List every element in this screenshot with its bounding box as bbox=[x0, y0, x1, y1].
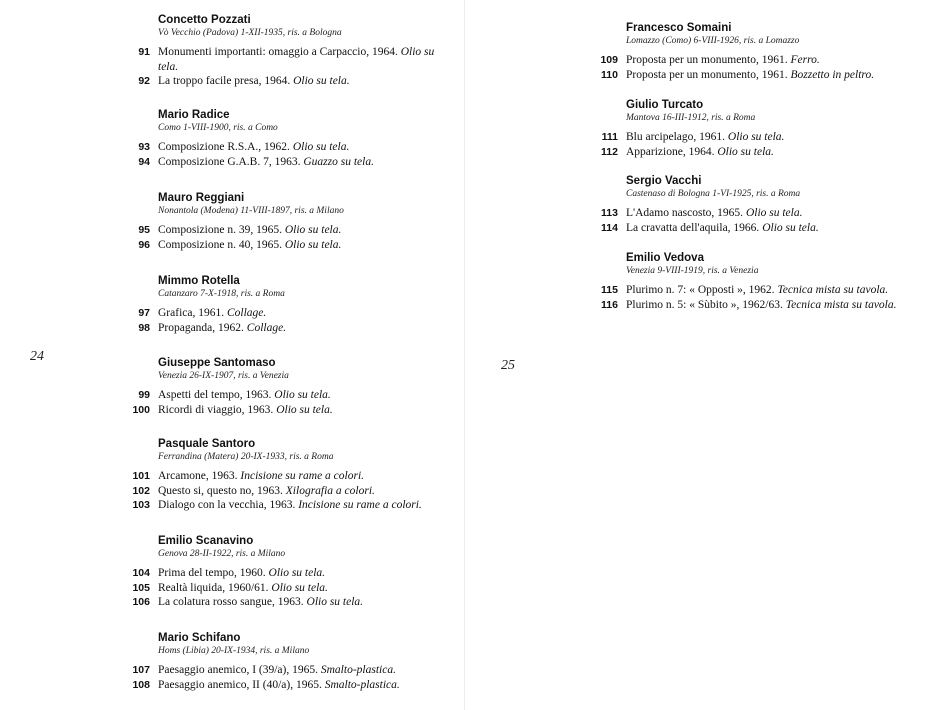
work-item bbox=[138, 306, 488, 321]
artist-info: Nonantola (Modena) 11-VIII-1897, ris. a Milano bbox=[158, 206, 344, 216]
artist-entry bbox=[132, 438, 488, 513]
work-title: Ricordi di viaggio, 1963. bbox=[158, 403, 274, 416]
artist-info: Como 1-VIII-1900, ris. a Como bbox=[158, 123, 278, 133]
work-item bbox=[601, 283, 926, 298]
artist-entry bbox=[138, 275, 488, 335]
work-medium: Incisione su rame a colori. bbox=[298, 499, 422, 511]
work-title: La cravatta dell'aquila, 1966. bbox=[626, 221, 760, 234]
artist-name: Emilio Scanavino bbox=[158, 535, 254, 547]
work-number: 116 bbox=[601, 298, 618, 311]
artist-entry bbox=[601, 175, 930, 235]
work-item bbox=[132, 469, 488, 484]
work-item bbox=[138, 140, 488, 155]
work-title: Composizione n. 39, 1965. bbox=[158, 224, 282, 236]
work-item bbox=[601, 145, 930, 160]
work-medium: Tecnica mista su tavola. bbox=[785, 298, 897, 311]
work-number: 108 bbox=[132, 678, 150, 691]
work-medium: Olio su tela. bbox=[293, 75, 350, 87]
work-number: 109 bbox=[600, 54, 618, 66]
work-title: Blu arcipelago, 1961. bbox=[626, 131, 726, 143]
work-item bbox=[132, 566, 488, 581]
work-number: 94 bbox=[138, 155, 150, 168]
artist-info: Ferrandina (Matera) 20-IX-1933, ris. a Roma bbox=[158, 452, 334, 462]
work-number: 92 bbox=[138, 75, 150, 87]
work-item bbox=[132, 581, 488, 596]
work-item bbox=[132, 678, 488, 693]
artist-info: Vò Vecchio (Padova) 1-XII-1935, ris. a Bologna bbox=[158, 28, 342, 38]
work-title: Composizione R.S.A., 1962. bbox=[158, 141, 290, 153]
work-item bbox=[601, 298, 926, 313]
work-medium: Olio su tela. bbox=[276, 403, 333, 416]
work-item bbox=[601, 221, 930, 236]
artist-entry bbox=[600, 22, 930, 82]
page-number-left: 24 bbox=[30, 349, 44, 364]
work-title: Paesaggio anemico, I (39/a), 1965. bbox=[158, 664, 318, 676]
artist-info: Mantova 16-III-1912, ris. a Roma bbox=[626, 113, 756, 123]
work-medium: Olio su tela. bbox=[762, 221, 819, 234]
work-title: Paesaggio anemico, II (40/a), 1965. bbox=[158, 678, 322, 691]
work-medium: Tecnica mista su tavola. bbox=[777, 284, 889, 296]
work-number: 107 bbox=[132, 664, 150, 676]
artist-name: Giuseppe Santomaso bbox=[158, 357, 276, 369]
work-medium: Olio su tela. bbox=[284, 224, 342, 236]
work-medium: Olio su tela. bbox=[727, 131, 785, 143]
work-number: 100 bbox=[132, 403, 150, 416]
work-title: La colatura rosso sangue, 1963. bbox=[158, 596, 304, 608]
work-title: Composizione n. 40, 1965. bbox=[158, 238, 282, 251]
work-title: Monumenti importanti: omaggio a Carpaccio, 1964. bbox=[158, 46, 398, 58]
work-medium: Collage. bbox=[226, 307, 267, 319]
work-title: Plurimo n. 5: « Sùbito », 1962/63. bbox=[626, 298, 783, 311]
artist-info: Castenaso di Bologna 1-VI-1925, ris. a Roma bbox=[626, 189, 801, 199]
work-medium: Guazzo su tela. bbox=[303, 155, 374, 168]
work-medium: Olio su tela. bbox=[274, 389, 331, 401]
work-item bbox=[132, 403, 488, 418]
work-item bbox=[132, 595, 488, 610]
work-number: 106 bbox=[132, 596, 150, 608]
work-item bbox=[601, 68, 930, 83]
artist-info: Catanzaro 7-X-1918, ris. a Roma bbox=[158, 289, 285, 299]
work-number: 115 bbox=[601, 284, 618, 296]
work-item bbox=[138, 388, 488, 403]
work-title: Arcamone, 1963. bbox=[158, 470, 238, 482]
work-number: 111 bbox=[601, 131, 618, 143]
work-item bbox=[600, 53, 930, 68]
work-medium: Xilografia a colori. bbox=[285, 484, 375, 497]
artist-entry bbox=[132, 535, 488, 610]
artist-name: Concetto Pozzati bbox=[158, 14, 251, 26]
work-item bbox=[138, 223, 488, 238]
work-number: 101 bbox=[132, 470, 150, 482]
work-item bbox=[601, 206, 930, 221]
artist-info: Venezia 9-VIII-1919, ris. a Venezia bbox=[626, 266, 759, 276]
work-number: 113 bbox=[601, 207, 618, 219]
work-number: 114 bbox=[601, 221, 618, 234]
artist-entry bbox=[138, 192, 488, 252]
artist-info: Venezia 26-IX-1907, ris. a Venezia bbox=[158, 371, 289, 381]
work-item bbox=[138, 238, 488, 253]
work-number: 103 bbox=[132, 499, 150, 511]
artist-entry bbox=[601, 252, 926, 312]
artist-name: Sergio Vacchi bbox=[626, 175, 702, 187]
artist-entry bbox=[132, 632, 488, 692]
work-medium: Smalto-plastica. bbox=[324, 678, 400, 691]
artist-name: Mimmo Rotella bbox=[158, 275, 240, 287]
work-number: 105 bbox=[132, 581, 150, 594]
artist-name: Giulio Turcato bbox=[626, 99, 704, 111]
work-item bbox=[601, 130, 930, 145]
work-number: 102 bbox=[132, 484, 150, 497]
artist-name: Mario Schifano bbox=[158, 632, 241, 644]
work-medium: Bozzetto in peltro. bbox=[790, 68, 875, 81]
artist-entry bbox=[601, 99, 930, 159]
work-number: 98 bbox=[138, 321, 150, 334]
work-title: Prima del tempo, 1960. bbox=[158, 567, 266, 579]
work-item bbox=[138, 321, 488, 336]
work-medium: Olio su tela. bbox=[268, 567, 326, 579]
artist-name: Emilio Vedova bbox=[626, 252, 704, 264]
work-title: L'Adamo nascosto, 1965. bbox=[626, 207, 744, 219]
work-title: Aspetti del tempo, 1963. bbox=[158, 389, 272, 401]
work-medium: Incisione su rame a colori. bbox=[240, 470, 365, 482]
work-title: Grafica, 1961. bbox=[158, 307, 225, 319]
work-medium: Olio su tela. bbox=[284, 238, 342, 251]
work-title: La troppo facile presa, 1964. bbox=[158, 75, 291, 87]
work-number: 104 bbox=[132, 567, 150, 579]
work-number: 95 bbox=[138, 224, 150, 236]
work-title: Dialogo con la vecchia, 1963. bbox=[158, 499, 296, 511]
work-title: Proposta per un monumento, 1961. bbox=[626, 54, 788, 66]
artist-name: Francesco Somaini bbox=[626, 22, 732, 34]
work-title: Questo si, questo no, 1963. bbox=[158, 484, 283, 497]
work-medium: Collage. bbox=[246, 321, 287, 334]
work-medium: Olio su tela. bbox=[292, 141, 350, 153]
work-number: 110 bbox=[601, 68, 618, 81]
work-medium: Olio su tela. bbox=[717, 145, 774, 158]
work-medium: Olio su tela. bbox=[158, 46, 435, 73]
page-number-right: 25 bbox=[501, 358, 515, 373]
work-item bbox=[132, 484, 488, 499]
artist-info: Genova 28-II-1922, ris. a Milano bbox=[158, 549, 286, 559]
work-title: Realtà liquida, 1960/61. bbox=[158, 581, 269, 594]
work-title: Apparizione, 1964. bbox=[626, 145, 715, 158]
artist-name: Pasquale Santoro bbox=[158, 438, 256, 450]
artist-info: Homs (Libia) 20-IX-1934, ris. a Milano bbox=[158, 646, 310, 656]
work-medium: Smalto-plastica. bbox=[320, 664, 396, 676]
artist-entry bbox=[138, 14, 488, 89]
work-medium: Olio su tela. bbox=[306, 596, 364, 608]
artist-entry bbox=[132, 357, 488, 417]
work-item bbox=[138, 45, 448, 74]
artist-name: Mauro Reggiani bbox=[158, 192, 245, 204]
work-item bbox=[132, 663, 488, 678]
work-medium: Olio su tela. bbox=[271, 581, 328, 594]
work-medium: Olio su tela. bbox=[745, 207, 803, 219]
work-title: Plurimo n. 7: « Opposti », 1962. bbox=[626, 284, 775, 296]
work-medium: Ferro. bbox=[790, 54, 820, 66]
work-number: 96 bbox=[138, 238, 150, 251]
artist-entry bbox=[138, 109, 488, 169]
work-item bbox=[138, 74, 488, 89]
work-title: Propaganda, 1962. bbox=[158, 321, 244, 334]
work-title: Composizione G.A.B. 7, 1963. bbox=[158, 155, 301, 168]
work-number: 91 bbox=[138, 46, 150, 58]
work-number: 99 bbox=[138, 389, 150, 401]
right-page bbox=[465, 0, 930, 710]
work-item bbox=[138, 155, 488, 170]
work-item bbox=[132, 498, 488, 513]
work-number: 97 bbox=[138, 307, 150, 319]
artist-info: Lomazzo (Como) 6-VIII-1926, ris. a Lomazzo bbox=[626, 36, 800, 46]
artist-name: Mario Radice bbox=[158, 109, 230, 121]
work-title: Proposta per un monumento, 1961. bbox=[626, 68, 788, 81]
work-number: 93 bbox=[138, 141, 150, 153]
work-number: 112 bbox=[601, 145, 618, 158]
